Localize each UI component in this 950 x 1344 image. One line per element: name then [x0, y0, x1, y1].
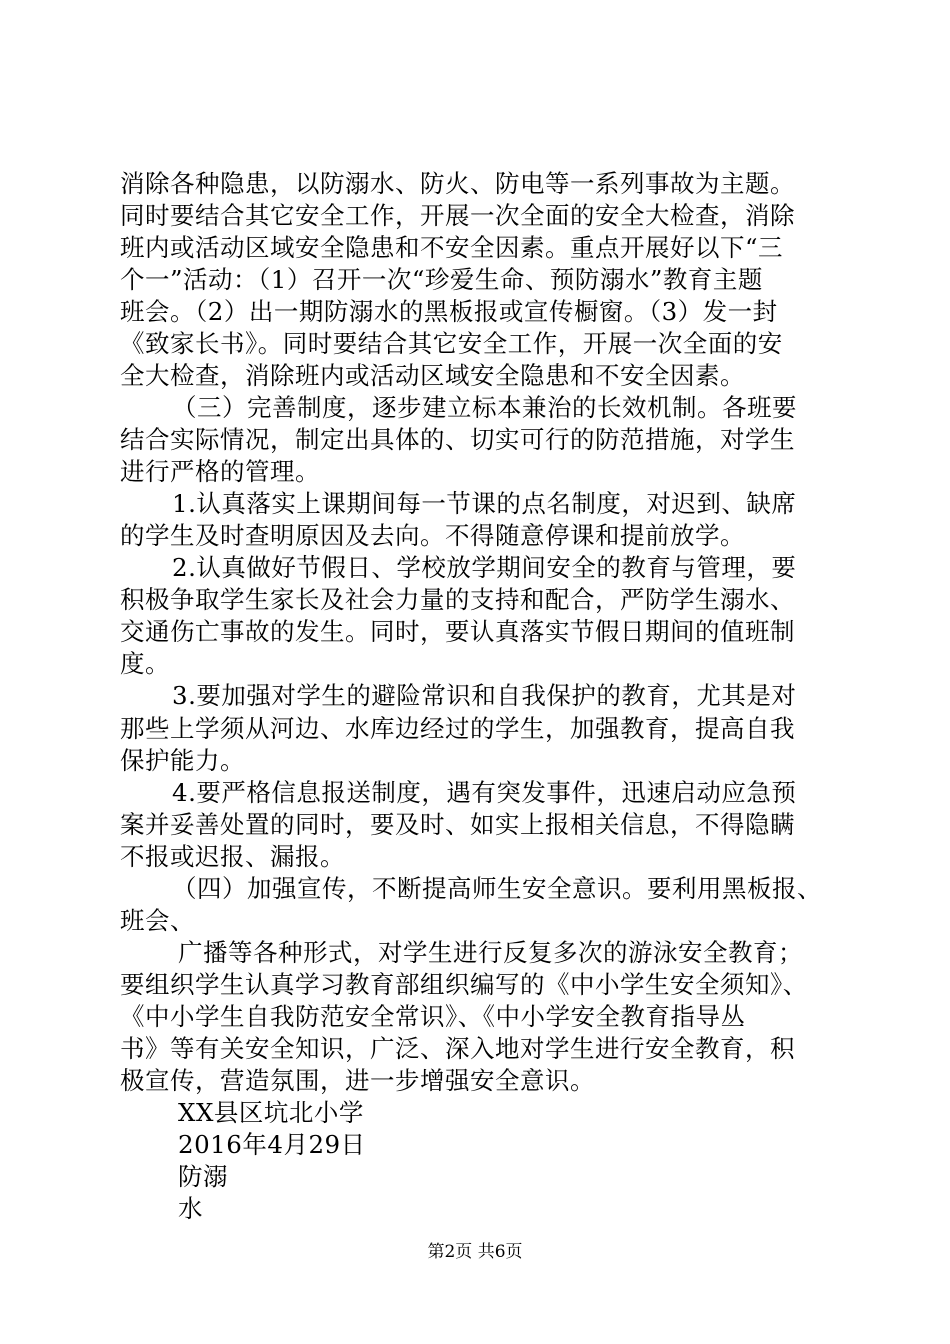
page-footer: 第2页 共6页: [427, 1242, 523, 1262]
text-line: 班会。（2）出一期防溺水的黑板报或宣传橱窗。（3）发一封: [120, 297, 778, 327]
text-line: 防溺: [178, 1161, 228, 1191]
text-line: 全大检查，消除班内或活动区域安全隐患和不安全因素。: [120, 361, 745, 391]
text-line: 不报或迟报、漏报。: [120, 841, 345, 871]
text-line: 案并妥善处置的同时，要及时、如实上报相关信息，不得隐瞒: [120, 809, 795, 839]
text-line: 度。: [120, 649, 170, 679]
text-line: 要组织学生认真学习教育部组织编写的《中小学生安全须知》、: [120, 969, 808, 999]
text-line: 2.认真做好节假日、学校放学期间安全的教育与管理，要: [172, 553, 797, 583]
text-line: （四）加强宣传，不断提高师生安全意识。要利用黑板报、: [172, 873, 822, 903]
text-line: 班会、: [120, 905, 195, 935]
text-line: 那些上学须从河边、水库边经过的学生，加强教育，提高自我: [120, 713, 795, 743]
text-line: 书》等有关安全知识，广泛、深入地对学生进行安全教育，积: [120, 1033, 795, 1063]
text-line: 个一”活动：（1）召开一次“珍爱生命、预防溺水”教育主题: [120, 265, 763, 295]
text-line: 消除各种隐患，以防溺水、防火、防电等一系列事故为主题。: [120, 169, 795, 198]
text-line: 《中小学生自我防范安全常识》、《中小学安全教育指导丛: [120, 1001, 746, 1031]
signature-date: 2016年4月29日: [178, 1129, 366, 1159]
text-line: 1.认真落实上课期间每一节课的点名制度，对迟到、缺席: [172, 489, 797, 519]
text-line: 3.要加强对学生的避险常识和自我保护的教育，尤其是对: [172, 681, 797, 711]
text-line: （三）完善制度，逐步建立标本兼治的长效机制。各班要: [172, 393, 797, 423]
text-line: 保护能力。: [120, 745, 245, 775]
text-line: 同时要结合其它安全工作，开展一次全面的安全大检查，消除: [120, 201, 795, 231]
signature-school: XX县区坑北小学: [178, 1097, 364, 1127]
text-line: 水: [178, 1193, 203, 1223]
text-line: 4.要严格信息报送制度，遇有突发事件，迅速启动应急预: [172, 777, 797, 807]
text-line: 广播等各种形式，对学生进行反复多次的游泳安全教育；: [178, 937, 803, 967]
text-line: 进行严格的管理。: [120, 457, 320, 487]
text-line: 结合实际情况，制定出具体的、切实可行的防范措施，对学生: [120, 425, 795, 455]
text-line: 《致家长书》。同时要结合其它安全工作，开展一次全面的安: [120, 329, 783, 359]
text-line: 交通伤亡事故的发生。同时，要认真落实节假日期间的值班制: [120, 617, 795, 647]
text-line: 班内或活动区域安全隐患和不安全因素。重点开展好以下“三: [120, 233, 784, 263]
text-line: 极宣传，营造氛围，进一步增强安全意识。: [120, 1065, 595, 1095]
text-line: 积极争取学生家长及社会力量的支持和配合，严防学生溺水、: [120, 585, 795, 615]
text-line: 的学生及时查明原因及去向。不得随意停课和提前放学。: [120, 521, 745, 551]
